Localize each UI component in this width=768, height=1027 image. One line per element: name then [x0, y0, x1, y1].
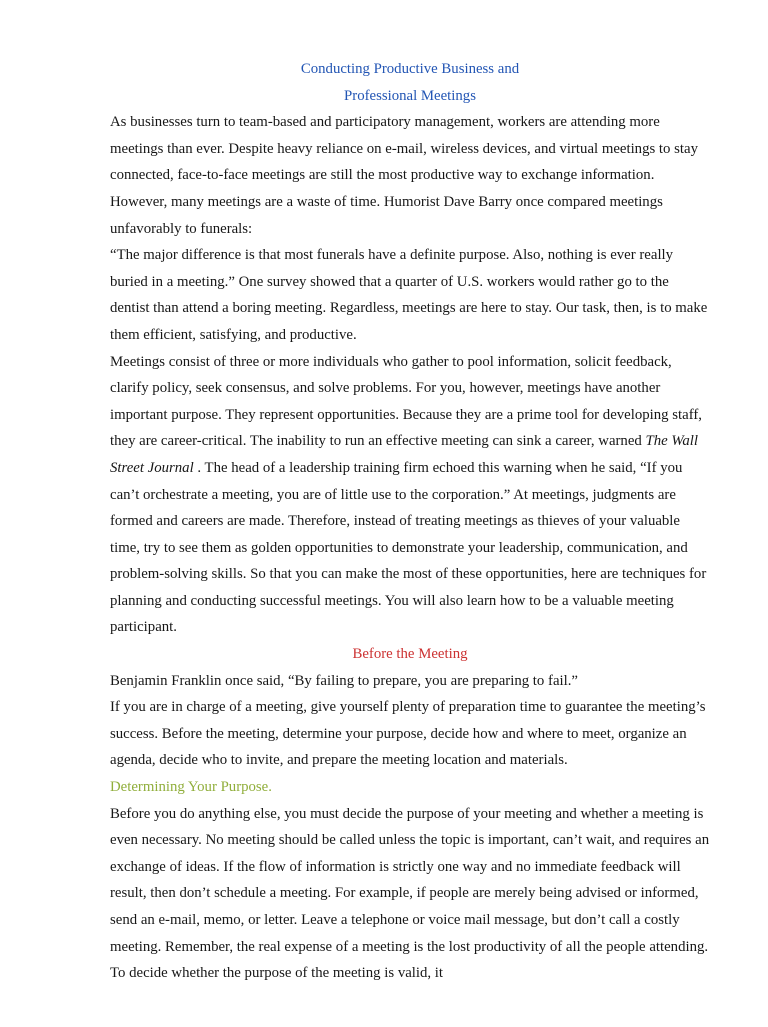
paragraph-funeral-quote: “The major difference is that most funerals have a definite purpose. Also, nothing is ever really buried in a meeting.” One survey showed that a quarter of U.S. workers would rather go to the dentist than attend a boring meeting. Regardless, meetings are here to stay. Our task, then, is to make them efficient, satisfying, and productive. [110, 247, 708, 343]
paragraph-purpose: Before you do anything else, you must decide the purpose of your meeting and whether a meeting is even necessary. No meeting should be called unless the topic is important, can’t wait, and requires an exchange of ideas. If the flow of information is strictly one way and no immediate feedback will result, then don’t schedule a meeting. For example, if people are merely being advised or informed, send an e-mail, memo, or letter. Leave a telephone or voice mail message, but don’t call a costly meeting. Remember, the real expense of a meeting is the lost productivity of all the people attending. To decide whether the purpose of the meeting is valid, it [110, 805, 710, 982]
paragraph-meetings-opportunities-text-before: Meetings consist of three or more individuals who gather to pool information, solicit feedback, clarify policy, seek consensus, and solve problems. For you, however, meetings have another important purpose. They represent opportunities. Because they are a prime tool for developing staff, they are career-critical. The inability to run an effective meeting can sink a career, warned [110, 353, 702, 450]
paragraph-meetings-opportunities [110, 349, 710, 642]
document-title [110, 56, 710, 109]
wall-street-journal-italic: The Wall Street Journal [110, 433, 698, 476]
paragraph-intro: As businesses turn to team-based and participatory management, workers are attending more meetings than ever. Despite heavy reliance on e-mail, wireless devices, and virtual meetings to stay connected, face-to-face meetings are still the most productive way to exchange information. However, many meetings are a waste of time. Humorist Dave Barry once compared meetings unfavorably to funerals: [110, 114, 698, 237]
paragraph-preparation: If you are in charge of a meeting, give yourself plenty of preparation time to guarantee the meeting’s success. Before the meeting, determine your purpose, decide how and where to meet, organize an agenda, decide who to invite, and prepare the meeting location and materials. [110, 699, 706, 769]
heading-before-the-meeting: Before the Meeting [352, 646, 468, 663]
heading-determining-your-purpose: Determining Your Purpose. [110, 779, 272, 796]
paragraph-franklin-quote: Benjamin Franklin once said, “By failing to prepare, you are preparing to fail.” [110, 672, 579, 689]
document-title-line-1: Conducting Productive Business and [300, 61, 520, 77]
paragraph-meetings-opportunities-text-after: . The head of a leadership training firm echoed this warning when he said, “If you can’t orchestrate a meeting, you are of little use to the corporation.” At meetings, judgments are formed and careers are made. Therefore, instead of treating meetings as thieves of your valuable time, try to see them as golden opportunities to demonstrate your leadership, communication, and problem-solving skills. So that you can make the most of these opportunities, here are techniques for planning and conducting successful meetings. You will also learn how to be a valuable meeting participant. [110, 459, 707, 636]
document-content [110, 56, 710, 987]
document-title-line-2: Professional Meetings [344, 87, 476, 104]
